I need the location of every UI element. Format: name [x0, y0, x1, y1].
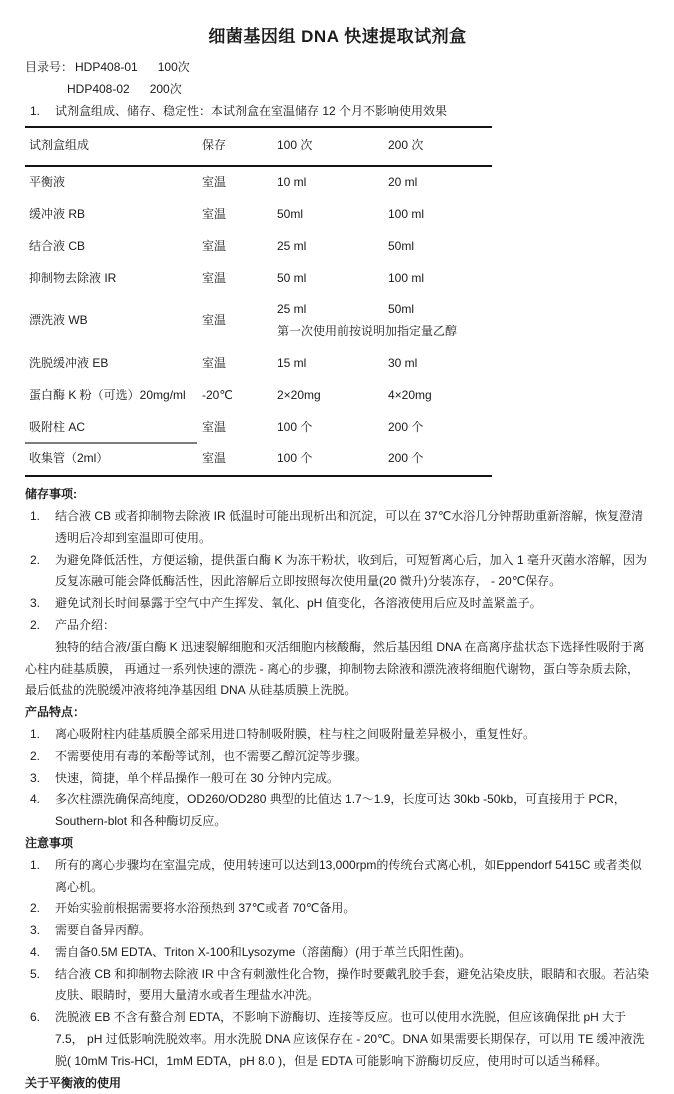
precaution-item — [25, 898, 650, 920]
table-header-200x: 200 次 — [388, 138, 424, 153]
precaution-item — [25, 920, 650, 942]
table-header-component: 试剂盒组成 — [29, 138, 90, 153]
precaution-item — [25, 855, 650, 899]
item-number: 2. — [30, 901, 41, 916]
table-row — [25, 231, 492, 263]
item-text: 离心吸附柱内硅基质膜全部采用进口特制吸附膜，柱与柱之间吸附量差异极小，重复性好。 — [55, 726, 536, 741]
storage-notes-title: 储存事项: — [25, 487, 77, 502]
item-text: 为避免降低活性，方便运输，提供蛋白酶 K 为冻干粉状，收到后，可短暂离心后，加入 1 毫升灭菌水溶解，因为反复冻融可能会降低酶活性，因此溶解后立即按照每次使用量(20 微升)分装冻存， - 20℃保存。 — [55, 552, 648, 589]
item-number: 4. — [30, 944, 41, 959]
item-text: 结合液 CB 或者抑制物去除液 IR 低温时可能出现析出和沉淀，可以在 37℃水浴几分钟帮助重新溶解，恢复澄清透明后冷却到室温即可使用。 — [55, 508, 644, 545]
quantity-200x: 4×20mg — [388, 387, 432, 402]
item-number: 3. — [30, 923, 41, 938]
table-row — [25, 199, 492, 231]
precaution-item — [25, 942, 650, 964]
table-row — [25, 294, 492, 348]
quantity-100x: 50ml — [277, 206, 304, 221]
table-header-100x: 100 次 — [277, 138, 313, 153]
storage-notes-list — [25, 506, 650, 615]
precaution-item — [25, 1007, 650, 1072]
precaution-item — [25, 964, 650, 1008]
table-row — [25, 380, 492, 412]
storage-condition: 室温 — [202, 419, 227, 434]
component-name: 抑制物去除液 IR — [29, 270, 117, 285]
component-name: 平衡液 — [29, 175, 66, 190]
item-number: 6. — [30, 1010, 41, 1025]
table-header-row — [25, 128, 492, 167]
table-row — [25, 348, 492, 380]
catalog-code: HDP408-01 — [75, 60, 138, 74]
component-name: 收集管（2ml） — [29, 451, 109, 466]
features-title: 产品特点： — [25, 705, 86, 720]
quantity-200x: 20 ml — [388, 175, 418, 190]
row-note: 第一次使用前按说明加指定量乙醇 — [277, 324, 458, 339]
section2-heading — [25, 615, 650, 637]
item-text: 避免试剂长时间暴露于空气中产生挥发、氧化、pH 值变化，各溶液使用后应及时盖紧盖子。 — [55, 596, 542, 611]
section1-text: 试剂盒组成、储存、稳定性：本试剂盒在室温储存 12 个月不影响使用效果 — [55, 103, 448, 118]
product-intro-paragraph: 独特的结合液/蛋白酶 K 迅速裂解细胞和灭活细胞内核酸酶，然后基因组 DNA 在高离序盐状态下选择性吸附于离心柱内硅基质膜， 再通过一系列快速的漂洗 - 离心的步骤，抑制物去除液和漂洗液将细胞代谢物，蛋白等杂质去除， 最后低盐的洗脱缓冲液将纯净基因组 DNA 从硅基质膜上洗脱。 — [25, 639, 645, 698]
table-row — [25, 412, 492, 444]
storage-condition: 室温 — [202, 175, 227, 190]
item-text: 不需要使用有毒的苯酚等试剂，也不需要乙醇沉淀等步骤。 — [55, 748, 368, 763]
storage-condition: 室温 — [202, 206, 227, 221]
equilibration-section-title: 关于平衡液的使用 — [25, 1075, 122, 1090]
quantity-100x: 15 ml — [277, 355, 307, 370]
quantity-100x: 100 个 — [277, 419, 313, 434]
catalog-line-2 — [25, 79, 650, 101]
quantity-200x: 50ml — [388, 302, 415, 317]
kit-components-table — [25, 126, 492, 477]
component-name: 漂洗液 WB — [29, 313, 88, 328]
precautions-list — [25, 855, 650, 1073]
page-title: 细菌基因组 DNA 快速提取试剂盒 — [208, 27, 467, 46]
section2-number: 2. — [30, 617, 41, 632]
item-text: 洗脱液 EB 不含有螯合剂 EDTA，不影响下游酶切、连接等反应。也可以使用水洗脱，但应该确保批 pH 大于 7.5， pH 过低影响洗脱效率。用水洗脱 DNA 应该保存在 - 20℃。DNA 如果需要长期保存，可以用 TE 缓冲液洗脱( 10mM Tris-HCl，1mM EDTA，pH 8.0 )，但是 EDTA 可能影响下游酶切反应，使用时可以适当稀释。 — [55, 1010, 645, 1068]
section2-title: 产品介绍： — [55, 617, 116, 632]
table-row — [25, 443, 492, 475]
storage-note-item — [25, 593, 650, 615]
item-text: 需要自备异丙醇。 — [55, 923, 152, 938]
item-text: 所有的离心步骤均在室温完成，使用转速可以达到13,000rpm的传统台式离心机，如Eppendorf 5415C 或者类似离心机。 — [55, 857, 642, 894]
component-name: 结合液 CB — [29, 238, 86, 253]
quantity-200x: 100 ml — [388, 206, 425, 221]
feature-item — [25, 768, 650, 790]
quantity-100x: 25 ml — [277, 238, 307, 253]
table-row — [25, 263, 492, 295]
storage-condition: 室温 — [202, 238, 227, 253]
catalog-label: 目录号： — [25, 60, 74, 74]
quantity-200x: 50ml — [388, 238, 415, 253]
table-body — [25, 167, 492, 475]
quantity-200x: 100 ml — [388, 270, 425, 285]
feature-item — [25, 724, 650, 746]
item-text: 需自备0.5M EDTA、Triton X-100和Lysozyme（溶菌酶）(用于革兰氏阳性菌)。 — [55, 944, 472, 959]
quantity-100x: 2×20mg — [277, 387, 321, 402]
precautions-title: 注意事项 — [25, 835, 74, 850]
item-number: 4. — [30, 792, 41, 807]
storage-note-item — [25, 506, 650, 550]
quantity-200x: 200 个 — [388, 419, 424, 434]
item-text: 快速，简捷，单个样品操作一般可在 30 分钟内完成。 — [55, 770, 340, 785]
quantity-100x: 10 ml — [277, 175, 307, 190]
item-number: 1. — [30, 857, 41, 872]
features-list — [25, 724, 650, 833]
storage-note-item — [25, 550, 650, 594]
catalog-size: 200次 — [149, 81, 182, 96]
table-row — [25, 167, 492, 199]
item-number: 1. — [30, 508, 41, 523]
table-header-storage: 保存 — [202, 138, 227, 153]
storage-condition: 室温 — [202, 313, 227, 328]
quantity-200x: 200 个 — [388, 451, 424, 466]
catalog-line-1 — [25, 57, 650, 79]
catalog-code: HDP408-02 — [67, 81, 130, 96]
item-number: 3. — [30, 770, 41, 785]
component-name: 吸附柱 AC — [29, 419, 86, 434]
quantity-100x: 25 ml — [277, 302, 307, 317]
quantity-100x: 50 ml — [277, 270, 307, 285]
component-name: 缓冲液 RB — [29, 206, 86, 221]
item-text: 结合液 CB 和抑制物去除液 IR 中含有刺激性化合物，操作时要戴乳胶手套，避免沾染皮肤，眼睛和衣服。若沾染皮肤、眼睛时，要用大量清水或者生理盐水冲洗。 — [55, 966, 650, 1003]
feature-item — [25, 789, 650, 833]
item-number: 5. — [30, 966, 41, 981]
item-number: 2. — [30, 552, 41, 567]
quantity-200x: 30 ml — [388, 355, 418, 370]
item-text: 开始实验前根据需要将水浴预热到 37℃或者 70℃备用。 — [55, 901, 356, 916]
storage-condition: 室温 — [202, 270, 227, 285]
storage-condition: -20℃ — [202, 387, 233, 402]
storage-condition: 室温 — [202, 451, 227, 466]
storage-condition: 室温 — [202, 355, 227, 370]
item-text: 多次柱漂洗确保高纯度，OD260/OD280 典型的比值达 1.7～1.9，长度可达 30kb -50kb，可直接用于 PCR，Southern-blot 和各种酶切反应。 — [55, 792, 626, 829]
item-number: 2. — [30, 748, 41, 763]
catalog-block — [25, 57, 650, 101]
section1-number: 1. — [30, 103, 41, 118]
catalog-size: 100次 — [157, 60, 190, 74]
section1-heading — [25, 101, 650, 123]
item-number: 3. — [30, 596, 41, 611]
component-name: 蛋白酶 K 粉（可选）20mg/ml — [29, 387, 186, 402]
quantity-100x: 100 个 — [277, 451, 313, 466]
item-number: 1. — [30, 726, 41, 741]
component-name: 洗脱缓冲液 EB — [29, 355, 109, 370]
feature-item — [25, 746, 650, 768]
